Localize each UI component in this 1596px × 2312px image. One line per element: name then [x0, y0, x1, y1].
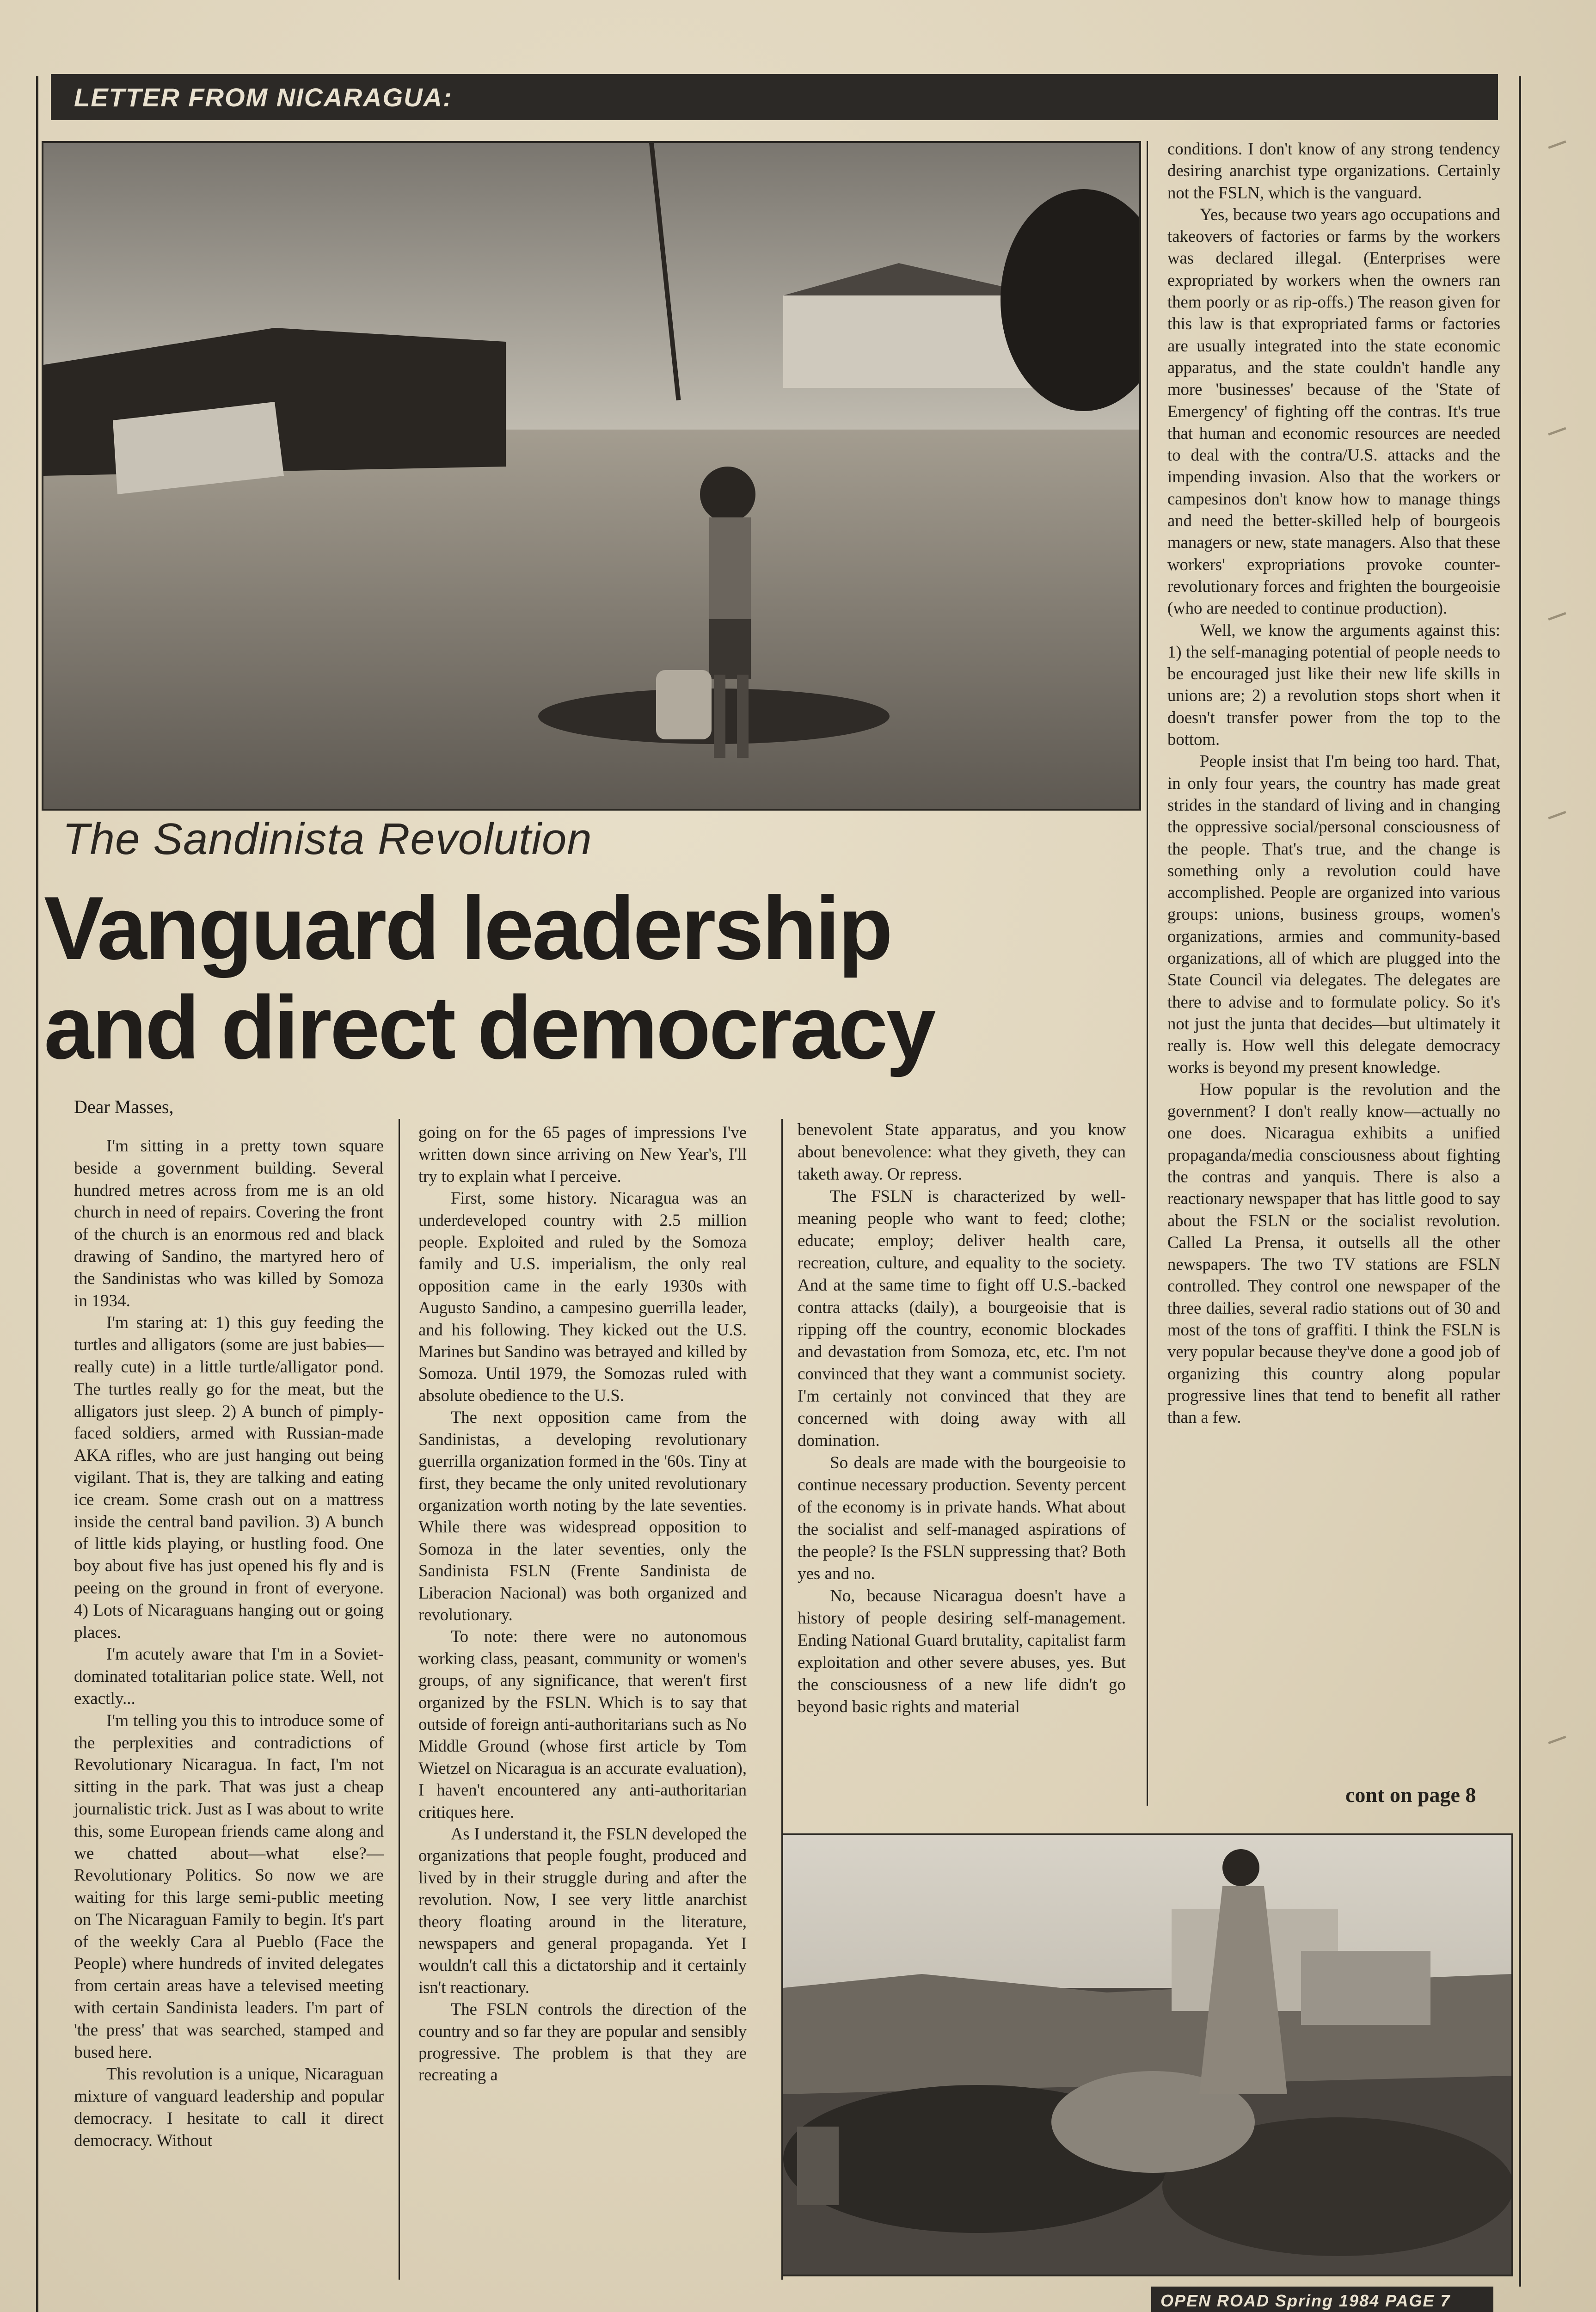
- article-column-3: [798, 1119, 1126, 1718]
- section-label: LETTER FROM NICARAGUA:: [74, 83, 453, 112]
- paragraph: As I understand it, the FSLN developed the organizations that people fought, produced and lived by in their struggle during and after the revolution. Now, I see very little anarchist theory floating around in the literature, newspapers and general propaganda. Yet I wouldn't call this a dictatorship and it certainly isn't reactionary.: [418, 1824, 747, 1997]
- article-column-2: [418, 1121, 747, 2086]
- paragraph: I'm acutely aware that I'm in a Soviet-dominated totalitarian police state. Well, not exactly...: [74, 1645, 384, 1708]
- paragraph: going on for the 65 pages of impressions I've written down since arriving on New Year's, I'll try to explain what I perceive.: [418, 1123, 747, 1186]
- page-footer: [1151, 2287, 1493, 2312]
- right-border-rule: [1519, 76, 1521, 2287]
- paragraph: Yes, because two years ago occupations and takeovers of factories or farms by the workers was declared illegal. (Enterprises were expropriated by workers when the owners ran them poorly or as rip-offs.) The reason given for this law is that expropriated farms or factories are usually integrated into the state economic apparatus, and the state couldn't handle any more 'businesses' because of the 'State of Emergency' of fighting off the contras. It's true that human and economic resources are needed to deal with the contra/U.S. attacks and the impending invasion. Also that the workers or campesinos don't know how to manage things and need the better-skilled help of bourgeois managers or new, state managers. Also that these workers' expropriations provoke counter-revolutionary forces and frighten the bourgeoisie (who are needed to continue production).: [1167, 204, 1500, 618]
- left-border-rule: [36, 76, 38, 2312]
- margin-mark: [1548, 612, 1568, 626]
- column-rule-3: [1147, 141, 1148, 1806]
- margin-mark: [1548, 811, 1568, 825]
- continuation-note: cont on page 8: [1345, 1783, 1476, 1807]
- headline-line-2: and direct democracy: [44, 978, 934, 1078]
- margin-mark: [1548, 141, 1568, 154]
- article-kicker: The Sandinista Revolution: [62, 814, 592, 864]
- headline-line-1: Vanguard leadership: [44, 878, 891, 978]
- paragraph: No, because Nicaragua doesn't have a history of people desiring self-management. Ending National Guard brutality, capitalist farm exploitation and other severe abuses, yes. But the consciousness of a new life didn't go beyond basic rights and material: [798, 1586, 1126, 1716]
- main-photo: [42, 141, 1141, 811]
- paragraph: conditions. I don't know of any strong tendency desiring anarchist type organizations. Certainly not the FSLN, which is the vanguard.: [1167, 139, 1500, 202]
- secondary-photo: [781, 1833, 1513, 2276]
- paragraph: This revolution is a unique, Nicaraguan mixture of vanguard leadership and popular democracy. I hesitate to call it direct democracy. Without: [74, 2065, 384, 2150]
- paragraph: I'm telling you this to introduce some of the perplexities and contradictions of Revolutionary Nicaragua. In fact, I'm not sitting in the park. That was just a cheap journalistic trick. Just as I was about to write this, some European friends came along and we chatted about—what else?—Revolutionary Politics. So now we are waiting for this large semi-public meeting on The Nicaraguan Family to begin. It's part of the weekly Cara al Pueblo (Face the People) where hundreds of invited delegates from certain areas have a televised meeting with certain Sandinista leaders. I'm part of 'the press' that was searched, stamped and bused here.: [74, 1711, 384, 2062]
- paragraph: So deals are made with the bourgeoisie to continue necessary production. Seventy percent of the economy is in private hands. What about the socialist and self-managed aspirations of the people? Is the FSLN suppressing that? Both yes and no.: [798, 1453, 1126, 1583]
- paragraph: benevolent State apparatus, and you know about benevolence: what they giveth, they can taketh away. Or repress.: [798, 1120, 1126, 1184]
- paragraph: How popular is the revolution and the government? I don't really know—actually no one does. Nicaragua exhibits a unified propaganda/media consciousness about fighting the contras and yanquis. There is also a reactionary newspaper that has little good to say about the FSLN or the socialist revolution. Called La Prensa, it outsells all the other newspapers. The two TV stations are FSLN controlled. They control one newspaper of the three dailies, several radio stations out of 30 and most of the tons of graffiti. I think the FSLN is very popular because they've done a good job of organizing this country along popular progressive lines that tend to benefit all rather than a few.: [1167, 1079, 1500, 1427]
- article-headline: [44, 879, 1144, 1077]
- section-header-bar: [51, 74, 1498, 120]
- salutation: Dear Masses,: [74, 1096, 174, 1117]
- paragraph: First, some history. Nicaragua was an underdeveloped country with 2.5 million people. Exploited and ruled by the Somoza family and U.S. imperialism, the only real opposition came in the early 1930s with Augusto Sandino, a campesino guerrilla leader, and his following. They kicked out the U.S. Marines but Sandino was betrayed and killed by Somoza. Until 1979, the Somozas ruled with absolute obedience to the U.S.: [418, 1188, 747, 1405]
- paragraph: To note: there were no autonomous working class, peasant, community or women's groups, of any significance, that weren't first organized by the FSLN. Which is to say that outside of foreign anti-authoritarians such as No Middle Ground (whose first article by Tom Wietzel on Nicaragua is an accurate evaluation), I haven't encountered any anti-authoritarian critiques here.: [418, 1627, 747, 1821]
- article-column-1: [74, 1135, 384, 2152]
- paragraph: People insist that I'm being too hard. That, in only four years, the country has made great strides in the standard of living and in changing the oppressive social/personal consciousness of the people. That's true, and the change is something only a revolution could have accomplished. People are organized into various groups: unions, business groups, women's organizations, armies and community-based organizations, all of which are plugged into the State Council via delegates. The delegates are there to advise and to formulate policy. So it's not just the junta that decides—but ultimately it really is. How well this delegate democracy works is beyond my present knowledge.: [1167, 751, 1500, 1077]
- paragraph: The FSLN is characterized by well-meaning people who want to feed; clothe; educate; employ; deliver health care, recreation, culture, and equality to the society. And at the same time to fight off U.S.-backed contra attacks (daily), a bourgeoisie that is ripping off the country, economic blockades and devastation from Somoza, etc, etc. I'm not convinced that they want a communist society. I'm certainly not convinced that they are concerned with doing away with all domination.: [798, 1187, 1126, 1450]
- footer-publication: OPEN ROAD Spring 1984 PAGE 7: [1160, 2291, 1451, 2310]
- paragraph: The FSLN controls the direction of the country and so far they are popular and sensibly progressive. The problem is that they are recreating a: [418, 1999, 747, 2084]
- column-rule-1: [399, 1119, 400, 2280]
- margin-mark: [1548, 1736, 1568, 1750]
- paragraph: Well, we know the arguments against this: 1) the self-managing potential of people needs to be encouraged just like their new life skills in unions are; 2) a revolution stops short when it doesn't transfer power from the top to the bottom.: [1167, 620, 1500, 749]
- paragraph: The next opposition came from the Sandinistas, a developing revolutionary guerrilla organization formed in the '60s. Tiny at first, they became the only united revolutionary organization worth noting by the late seventies. While there was widespread opposition to Somoza in the later seventies, only the Sandinista FSLN (Frente Sandinista de Liberacion Nacional) was both organized and revolutionary.: [418, 1408, 747, 1624]
- article-column-4: [1167, 138, 1500, 1428]
- margin-mark: [1548, 427, 1568, 441]
- paragraph: I'm staring at: 1) this guy feeding the turtles and alligators (some are just babies—really cute) in a little turtle/alligator pond. The turtles really go for the meat, but the alligators just sleep. 2) A bunch of pimply-faced soldiers, armed with Russian-made AKA rifles, who are just hanging out being vigilant. That is, they are talking and eating ice cream. Some crash out on a mattress inside the central band pavilion. 3) A bunch of little kids playing, or hustling food. One boy about five has just opened his fly and is peeing on the ground in front of everyone. 4) Lots of Nicaraguans hanging out or going places.: [74, 1313, 384, 1642]
- paragraph: I'm sitting in a pretty town square beside a government building. Several hundred metres across from me is an old church in need of repairs. Covering the front of the church is an enormous red and black drawing of Sandino, the martyred hero of the Sandinistas who was killed by Somoza in 1934.: [74, 1137, 384, 1310]
